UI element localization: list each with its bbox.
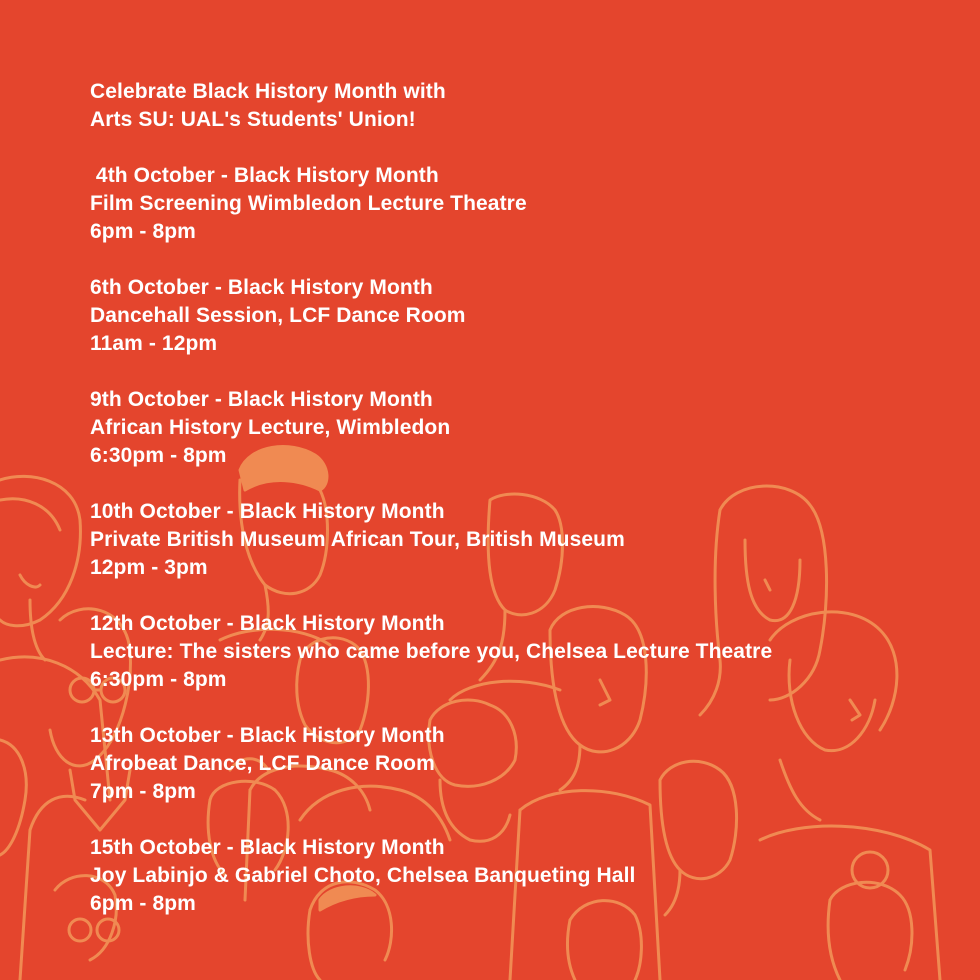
event-title: Film Screening Wimbledon Lecture Theatre — [90, 192, 527, 215]
event-item-1 — [90, 162, 950, 246]
event-time: 6pm - 8pm — [90, 220, 196, 243]
event-date: 13th October - Black History Month — [90, 724, 445, 747]
event-date: 12th October - Black History Month — [90, 612, 445, 635]
event-date: 4th October - Black History Month — [90, 164, 439, 187]
event-time: 7pm - 8pm — [90, 780, 196, 803]
event-listing — [90, 78, 950, 946]
event-item-4 — [90, 498, 950, 582]
event-date: 15th October - Black History Month — [90, 836, 445, 859]
event-time: 11am - 12pm — [90, 332, 218, 355]
event-time: 12pm - 3pm — [90, 556, 208, 579]
event-date: 10th October - Black History Month — [90, 500, 445, 523]
event-time: 6pm - 8pm — [90, 892, 196, 915]
event-time: 6:30pm - 8pm — [90, 668, 227, 691]
event-title: Dancehall Session, LCF Dance Room — [90, 304, 466, 327]
event-title: African History Lecture, Wimbledon — [90, 416, 451, 439]
event-date: 6th October - Black History Month — [90, 276, 433, 299]
event-title: Joy Labinjo & Gabriel Choto, Chelsea Banqueting Hall — [90, 864, 636, 887]
event-title: Lecture: The sisters who came before you, Chelsea Lecture Theatre — [90, 640, 773, 663]
intro-line-1: Celebrate Black History Month with — [90, 80, 446, 103]
event-title: Private British Museum African Tour, British Museum — [90, 528, 625, 551]
event-title: Afrobeat Dance, LCF Dance Room — [90, 752, 435, 775]
event-date: 9th October - Black History Month — [90, 388, 433, 411]
event-item-2 — [90, 274, 950, 358]
event-item-7 — [90, 834, 950, 918]
event-item-3 — [90, 386, 950, 470]
intro-line-2: Arts SU: UAL's Students' Union! — [90, 108, 416, 131]
event-item-5 — [90, 610, 950, 694]
event-item-6 — [90, 722, 950, 806]
intro-block — [90, 78, 950, 134]
event-time: 6:30pm - 8pm — [90, 444, 227, 467]
